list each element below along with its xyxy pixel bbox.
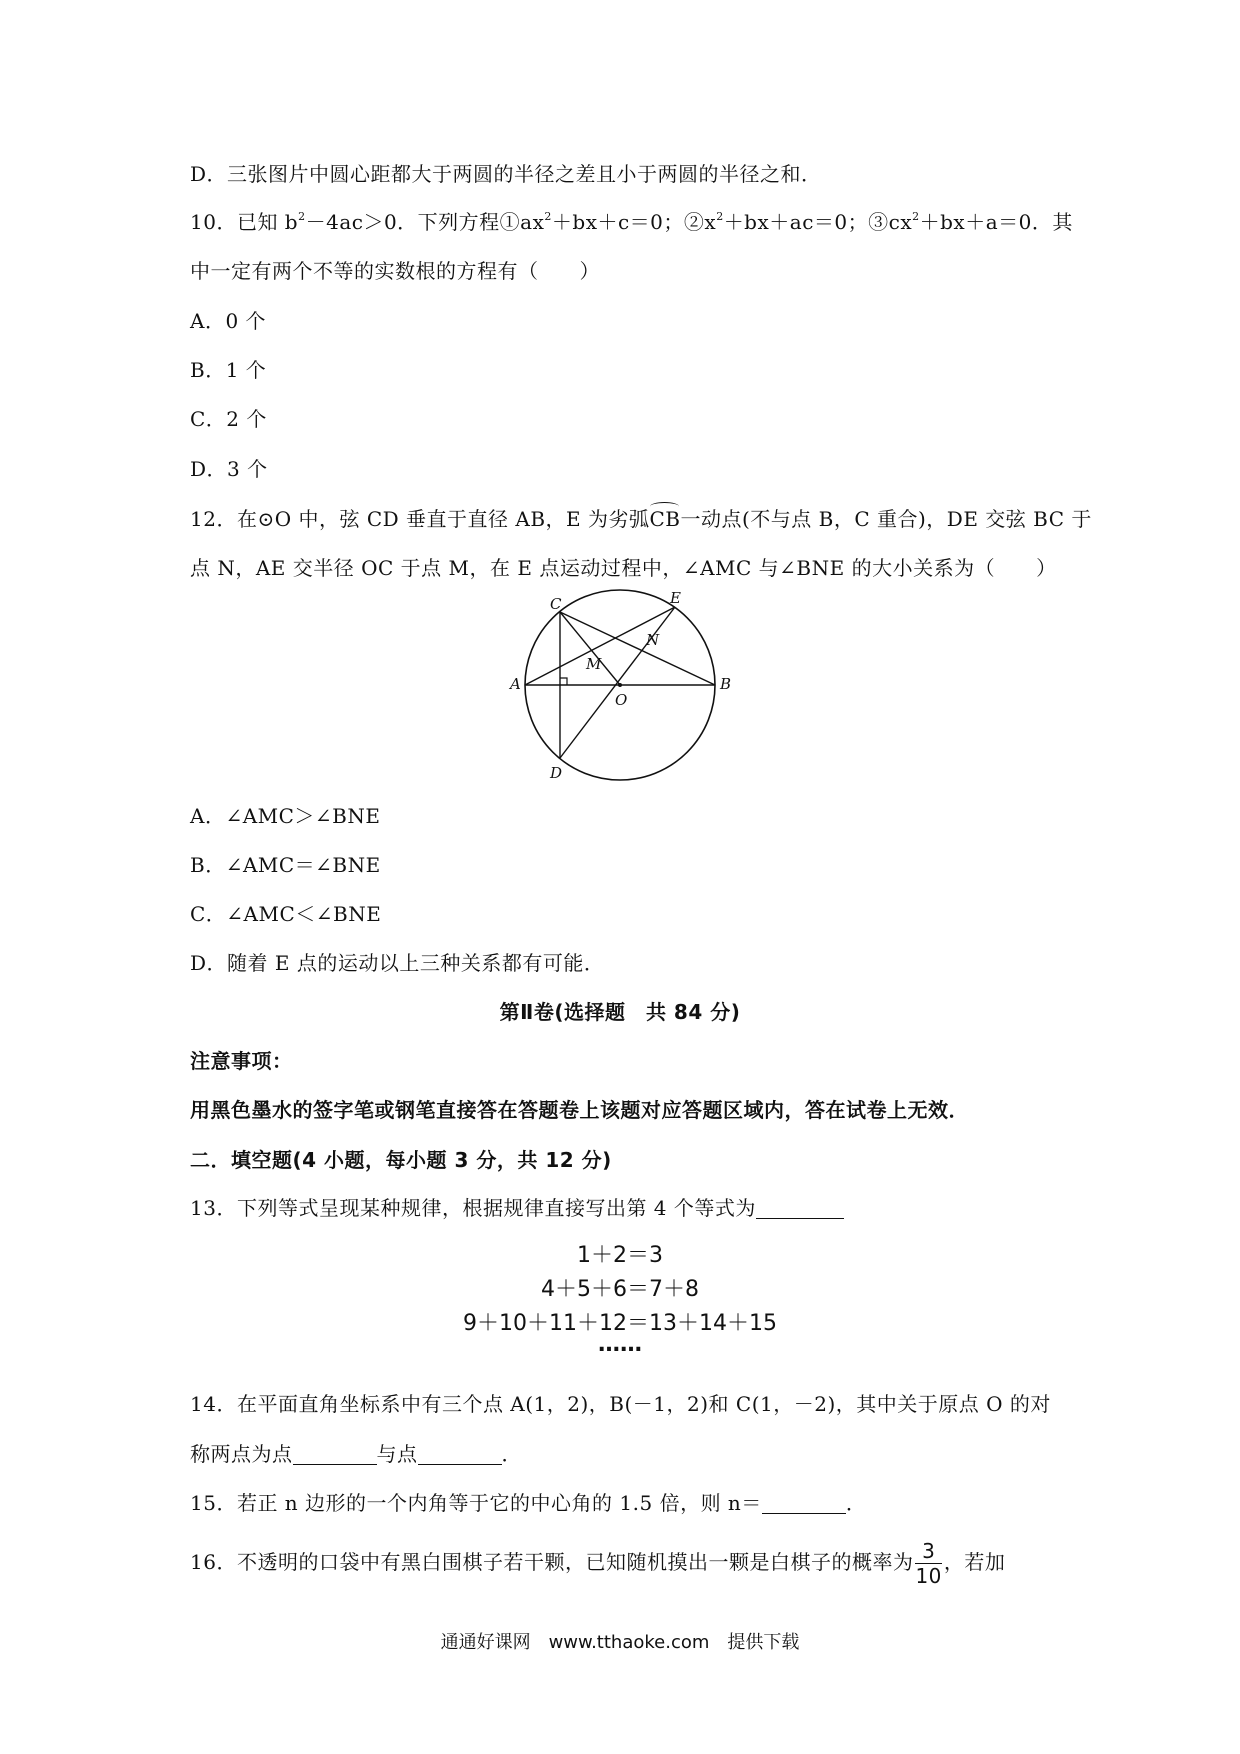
line-de bbox=[560, 607, 675, 758]
q12-option-d: D．随着 E 点的运动以上三种关系都有可能． bbox=[190, 951, 605, 975]
q10-option-a: A．0 个 bbox=[190, 309, 267, 333]
q10-option-c: C．2 个 bbox=[190, 407, 267, 431]
center-point bbox=[618, 683, 622, 687]
equation-1: 1＋2＝3 bbox=[577, 1243, 663, 1268]
q15-answer-blank[interactable] bbox=[762, 1493, 846, 1514]
q9-option-d: D．三张图片中圆心距都大于两圆的半径之差且小于两圆的半径之和． bbox=[190, 162, 822, 186]
section2-title: 第Ⅱ卷(选择题 共 84 分) bbox=[499, 1000, 741, 1024]
circle-geometry-figure bbox=[500, 585, 760, 785]
label-c: C bbox=[550, 595, 562, 613]
q10-option-b: B．1 个 bbox=[190, 358, 267, 382]
q14-blank-2[interactable] bbox=[418, 1444, 502, 1465]
q12-option-c: C．∠AMC＜∠BNE bbox=[190, 902, 382, 926]
notice-text: 用黑色墨水的签字笔或钢笔直接答在答题卷上该题对应答题区域内，答在试卷上无效． bbox=[190, 1098, 969, 1122]
label-e: E bbox=[670, 589, 681, 607]
equation-ellipsis: …… bbox=[598, 1332, 642, 1357]
label-o: O bbox=[615, 691, 628, 709]
radius-oc bbox=[560, 612, 620, 685]
label-n: N bbox=[646, 631, 660, 649]
q12-option-b: B．∠AMC＝∠BNE bbox=[190, 853, 381, 877]
label-a: A bbox=[510, 675, 521, 693]
q12-option-a: A．∠AMC＞∠BNE bbox=[190, 804, 381, 828]
equation-2: 4＋5＋6＝7＋8 bbox=[541, 1277, 699, 1302]
q13-answer-blank[interactable] bbox=[756, 1198, 844, 1219]
q10-option-d: D．3 个 bbox=[190, 457, 268, 481]
q16-text: 16．不透明的口袋中有黑白围棋子若干颗，已知随机摸出一颗是白棋子的概率为 $\frac{3}{10}$ ，若加 bbox=[190, 1539, 1006, 1588]
equation-3: 9＋10＋11＋12＝13＋14＋15 bbox=[463, 1311, 777, 1336]
probability-fraction: $\frac{3}{10}$ bbox=[915, 1539, 942, 1588]
label-b: B bbox=[720, 675, 732, 693]
q14-blank-1[interactable] bbox=[293, 1444, 377, 1465]
label-m: M bbox=[586, 655, 602, 673]
q12-line2: 点 N，AE 交半径 OC 于点 M，在 E 点运动过程中，∠AMC 与∠BNE 的大小关系为（ ） bbox=[190, 556, 1057, 580]
q14-line2: 称两点为点 与点 ． bbox=[190, 1442, 522, 1466]
notice-heading: 注意事项： bbox=[190, 1049, 293, 1073]
part2-heading: 二．填空题(4 小题，每小题 3 分，共 12 分) bbox=[190, 1148, 612, 1172]
footer-download-credit: 通通好课网 www.tthaoke.com 提供下载 bbox=[440, 1632, 800, 1653]
q10-line2: 中一定有两个不等的实数根的方程有（ ） bbox=[190, 259, 600, 283]
q13-text: 13．下列等式呈现某种规律，根据规律直接写出第 4 个等式为 bbox=[190, 1194, 844, 1222]
q12-line1: 12．在⊙O 中，弦 CD 垂直于直径 AB，E 为劣弧CB一动点(不与点 B，C 重合)，DE 交弦 BC 于 bbox=[190, 507, 1092, 531]
q10-line1: 10．已知 $b^2-4ac>0$．下列方程$①ax^2+bx+c=0$；$②x^2+bx+ac=0$；$③cx^2+bx+a=0$．其 bbox=[190, 210, 1073, 234]
arc-cb: CB bbox=[649, 507, 681, 531]
q15-text: 15．若正 n 边形的一个内角等于它的中心角的 1.5 倍，则 n＝ ． bbox=[190, 1491, 867, 1515]
right-angle-mark bbox=[560, 678, 567, 685]
q14-line1: 14．在平面直角坐标系中有三个点 A(1，2)，B(－1，2)和 C(1，－2)，其中关于原点 O 的对 bbox=[190, 1392, 1051, 1416]
label-d: D bbox=[550, 764, 563, 782]
